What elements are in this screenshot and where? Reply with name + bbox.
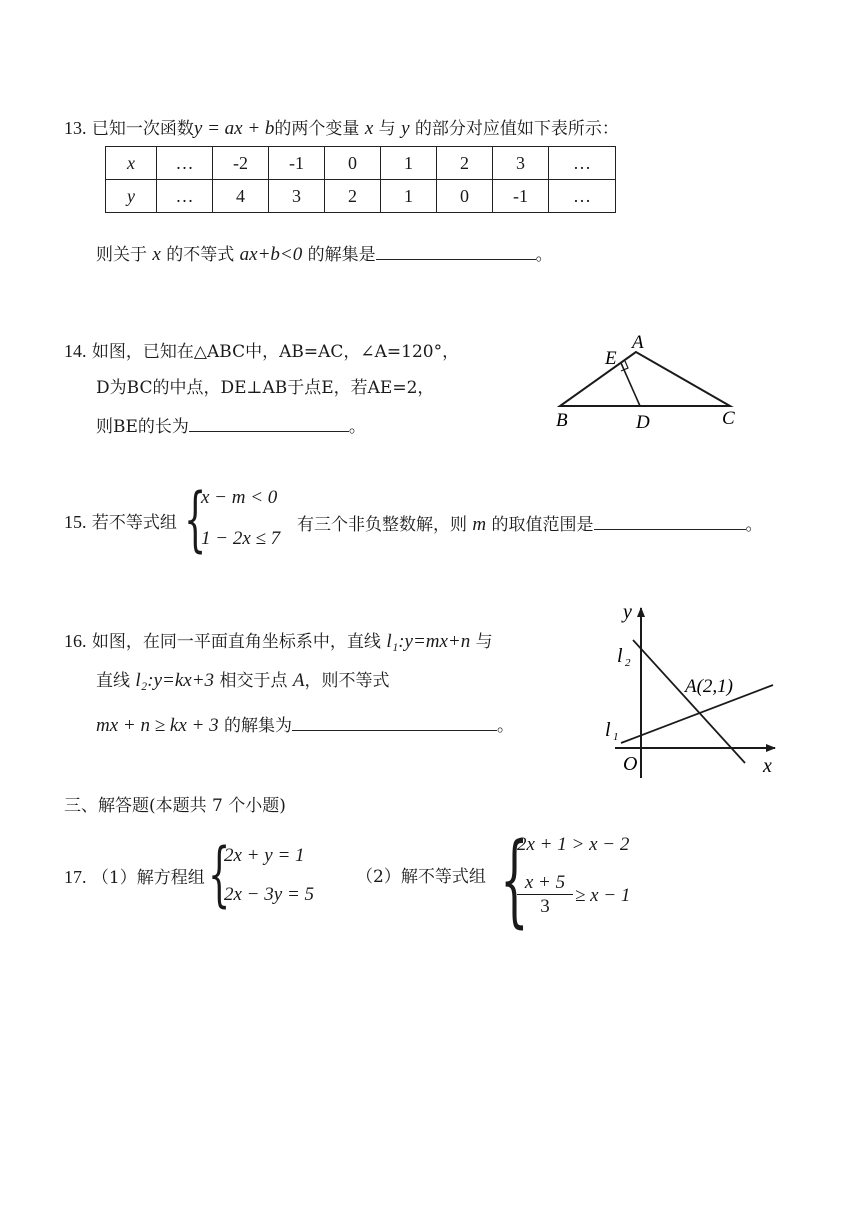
q17-number: 17.: [64, 867, 87, 887]
q13-function: y = ax + b: [193, 118, 275, 139]
answer-blank[interactable]: [292, 712, 497, 731]
table-cell: 3: [269, 180, 325, 213]
q15-brace: {: [184, 478, 207, 560]
section-title: 三、解答题(本题共 7 个小题): [64, 796, 286, 816]
table-row: [106, 147, 616, 180]
q13-ask-c: 的解集是: [307, 245, 376, 265]
q14-line2: [96, 377, 434, 399]
intersection-label: A(2,1): [685, 676, 734, 697]
q13-ask-var: x: [152, 244, 161, 265]
l1-label: l: [605, 719, 611, 741]
fraction-denominator: 3: [540, 896, 550, 917]
triangle-abc: [560, 352, 730, 406]
q13-question: [96, 241, 553, 266]
q15-inequality-2: 1 − 2x ≤ 7: [201, 528, 281, 549]
q17-equation-2: 2x − 3y = 5: [224, 884, 315, 905]
q14-text-3: 则BE的长为: [96, 417, 189, 437]
q16-line-l2: l₂:y=kx+3: [135, 670, 215, 691]
q13-stem: [64, 117, 619, 140]
l1-subscript: 1: [613, 731, 619, 743]
label-c: C: [722, 408, 735, 429]
q13-value-table: [105, 146, 616, 213]
q13-var-y: y: [401, 118, 410, 139]
q13-inequality: ax+b<0: [239, 244, 303, 265]
q13-text-a: 已知一次函数: [91, 119, 194, 139]
q15-number: 15.: [64, 512, 87, 532]
q17-part1-text: （1）解方程组: [91, 868, 205, 888]
q13-text-d: 的部分对应值如下表所示：: [414, 119, 619, 139]
table-cell: 2: [325, 180, 381, 213]
q16-inequality: mx + n ≥ kx + 3: [96, 715, 219, 736]
q17-equation-1: 2x + y = 1: [224, 845, 305, 866]
q13-text-c: 与: [378, 119, 396, 139]
q16-line1: [64, 630, 493, 653]
table-cell: x: [106, 147, 157, 180]
q17-part2-brace: {: [500, 821, 529, 938]
q14-text-1: 如图，已知在△ABC中，AB=AC，∠A=120°，: [91, 342, 460, 362]
q16-text-2a: 直线: [96, 671, 130, 691]
answer-blank[interactable]: [376, 241, 536, 260]
l2-subscript: 2: [625, 657, 631, 669]
q14-line3: [96, 413, 366, 438]
q13-text-b: 的两个变量: [274, 119, 360, 139]
table-cell: …: [549, 147, 616, 180]
table-cell: …: [549, 180, 616, 213]
label-b: B: [556, 410, 568, 431]
table-cell: 4: [213, 180, 269, 213]
q17-part1-brace: {: [208, 833, 231, 915]
q16-text-1c: 与: [475, 632, 493, 652]
q16-line2: [96, 670, 389, 692]
table-cell: -1: [269, 147, 325, 180]
q16-number: 16.: [64, 631, 87, 651]
fraction-numerator: x + 5: [517, 872, 573, 895]
q16-point-a: A: [292, 670, 305, 691]
q17-inequality-1: 2x + 1 > x − 2: [517, 834, 630, 855]
q15-inequality-1: x − m < 0: [201, 487, 278, 508]
q14-text-2: D为BC的中点，DE⊥AB于点E，若AE=2，: [96, 378, 435, 398]
q13-var-x: x: [364, 118, 374, 139]
q15-var-m: m: [472, 514, 487, 535]
table-cell: 2: [437, 147, 493, 180]
answer-blank[interactable]: [594, 511, 746, 530]
answer-blank[interactable]: [189, 413, 349, 432]
q13-ask-b: 的不等式: [166, 245, 235, 265]
table-cell: …: [157, 180, 213, 213]
origin-label: O: [623, 753, 638, 775]
table-cell: -2: [213, 147, 269, 180]
table-cell: y: [106, 180, 157, 213]
q14-line1: [64, 340, 459, 363]
q17-inequality-2-rest: ≥ x − 1: [575, 885, 631, 906]
q15-post-text: 有三个非负整数解，则: [297, 515, 467, 535]
q16-coordinate-figure: [595, 600, 795, 785]
table-cell: 1: [381, 147, 437, 180]
q17-fraction: [517, 872, 573, 919]
q17-part2-label: （2）解不等式组: [356, 867, 486, 887]
q14-number: 14.: [64, 341, 87, 361]
q15-post-text-2: 的取值范围是: [491, 515, 594, 535]
l2-label: l: [617, 645, 623, 667]
table-cell: 1: [381, 180, 437, 213]
table-cell: -1: [493, 180, 549, 213]
q16-text-2c: 相交于点: [219, 671, 288, 691]
label-a: A: [632, 332, 644, 353]
q15-lead: [64, 511, 177, 534]
q16-line3: [96, 712, 514, 737]
q15-end: 。: [745, 515, 763, 535]
table-cell: 3: [493, 147, 549, 180]
q16-line-l1: l₁:y=mx+n: [386, 631, 471, 652]
label-e: E: [605, 348, 617, 369]
q14-end: 。: [348, 417, 366, 437]
q15-tail: [297, 511, 763, 536]
q13-number: 13.: [64, 118, 87, 138]
q17-part1-label: [64, 866, 205, 889]
table-row: [106, 180, 616, 213]
table-cell: 0: [437, 180, 493, 213]
y-axis-label: y: [623, 601, 632, 623]
table-cell: 0: [325, 147, 381, 180]
table-cell: …: [157, 147, 213, 180]
q16-text-3b: 的解集为: [224, 716, 292, 736]
label-d: D: [636, 412, 650, 433]
q13-ask-a: 则关于: [96, 245, 147, 265]
q16-end: 。: [497, 716, 514, 736]
q15-pre-text: 若不等式组: [91, 513, 177, 533]
q16-text-1a: 如图，在同一平面直角坐标系中，直线: [91, 632, 381, 652]
x-axis-label: x: [763, 755, 772, 777]
q14-triangle-figure: [550, 330, 750, 435]
q13-end: 。: [535, 245, 553, 265]
q16-text-2e: ，则不等式: [304, 671, 390, 691]
